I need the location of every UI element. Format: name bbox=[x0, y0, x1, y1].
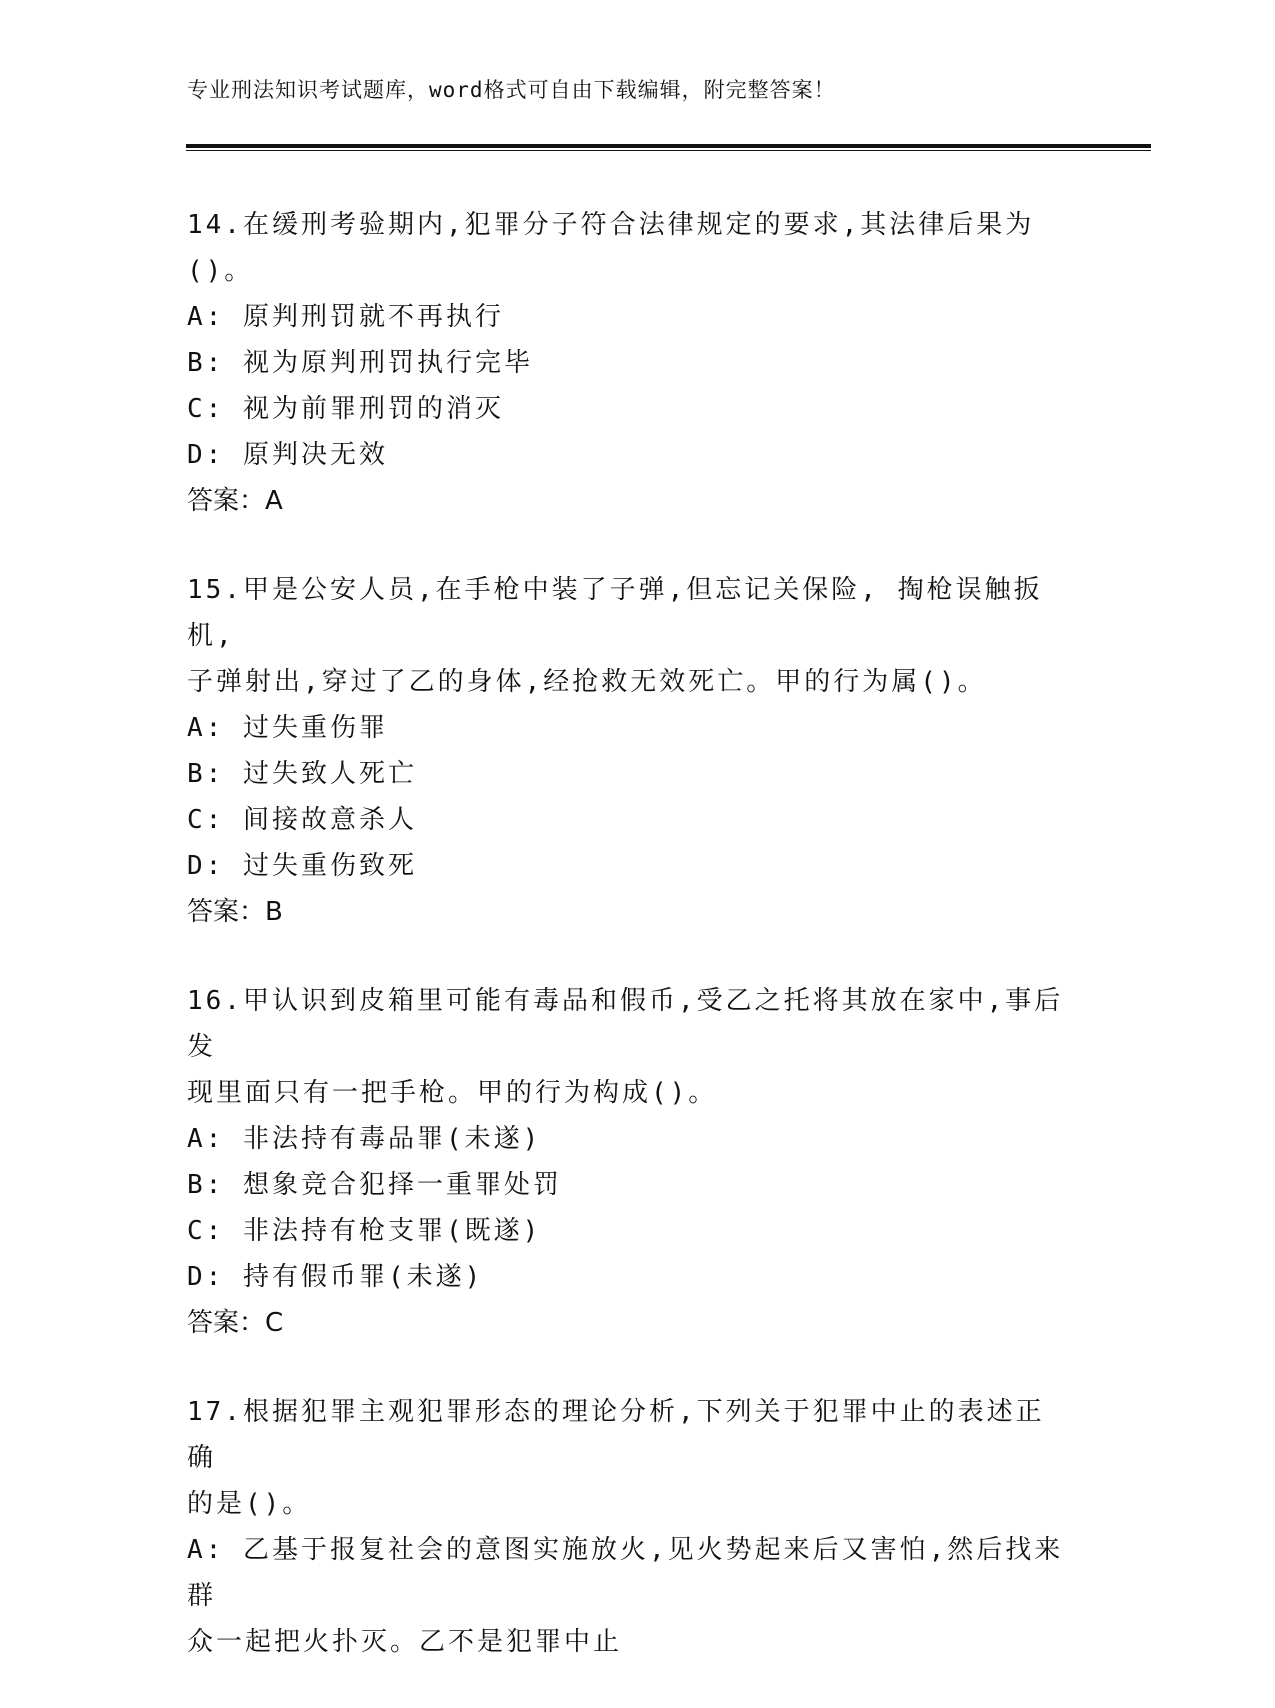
option-b: B: 过失致人死亡 bbox=[187, 759, 417, 789]
question-16 bbox=[187, 978, 1067, 1346]
question-stem-line: 子弹射出,穿过了乙的身体,经抢救无效死亡。甲的行为属()。 bbox=[187, 667, 987, 697]
answer-line: 答案：B bbox=[187, 897, 283, 927]
option-b: B: 视为原判刑罚执行完毕 bbox=[187, 348, 533, 378]
question-stem-line: 14.在缓刑考验期内,犯罪分子符合法律规定的要求,其法律后果为()。 bbox=[187, 210, 1035, 286]
page-header-title: 专业刑法知识考试题库，word格式可自由下载编辑，附完整答案！ bbox=[187, 78, 836, 102]
header-rule-thick bbox=[186, 144, 1151, 148]
option-c: C: 非法持有枪支罪(既遂) bbox=[187, 1216, 542, 1246]
option-a-continued: 众一起把火扑灭。乙不是犯罪中止 bbox=[187, 1627, 623, 1657]
answer-line: 答案：A bbox=[187, 486, 283, 516]
option-a: A: 非法持有毒品罪(未遂) bbox=[187, 1124, 542, 1154]
option-d: D: 过失重伤致死 bbox=[187, 851, 417, 881]
question-15 bbox=[187, 567, 1067, 935]
question-17 bbox=[187, 1389, 1067, 1665]
option-a: A: 原判刑罚就不再执行 bbox=[187, 302, 504, 332]
option-c: C: 间接故意杀人 bbox=[187, 805, 417, 835]
option-a: A: 乙基于报复社会的意图实施放火,见火势起来后又害怕,然后找来群 bbox=[187, 1535, 1064, 1611]
question-stem-line: 现里面只有一把手枪。甲的行为构成()。 bbox=[187, 1078, 718, 1108]
option-d: D: 原判决无效 bbox=[187, 440, 388, 470]
header-rule-thin bbox=[186, 150, 1151, 151]
option-c: C: 视为前罪刑罚的消灭 bbox=[187, 394, 504, 424]
answer-line: 答案：C bbox=[187, 1308, 284, 1338]
option-d: D: 持有假币罪(未遂) bbox=[187, 1262, 484, 1292]
question-stem-line: 16.甲认识到皮箱里可能有毒品和假币,受乙之托将其放在家中,事后发 bbox=[187, 986, 1064, 1062]
question-stem-line: 的是()。 bbox=[187, 1489, 312, 1519]
option-b: B: 想象竞合犯择一重罪处罚 bbox=[187, 1170, 562, 1200]
question-stem-line: 17.根据犯罪主观犯罪形态的理论分析,下列关于犯罪中止的表述正确 bbox=[187, 1397, 1045, 1473]
question-14 bbox=[187, 202, 1067, 524]
question-list bbox=[187, 202, 1067, 1708]
question-stem-line: 15.甲是公安人员,在手枪中装了子弹,但忘记关保险, 掏枪误触扳机, bbox=[187, 575, 1043, 651]
option-a: A: 过失重伤罪 bbox=[187, 713, 388, 743]
